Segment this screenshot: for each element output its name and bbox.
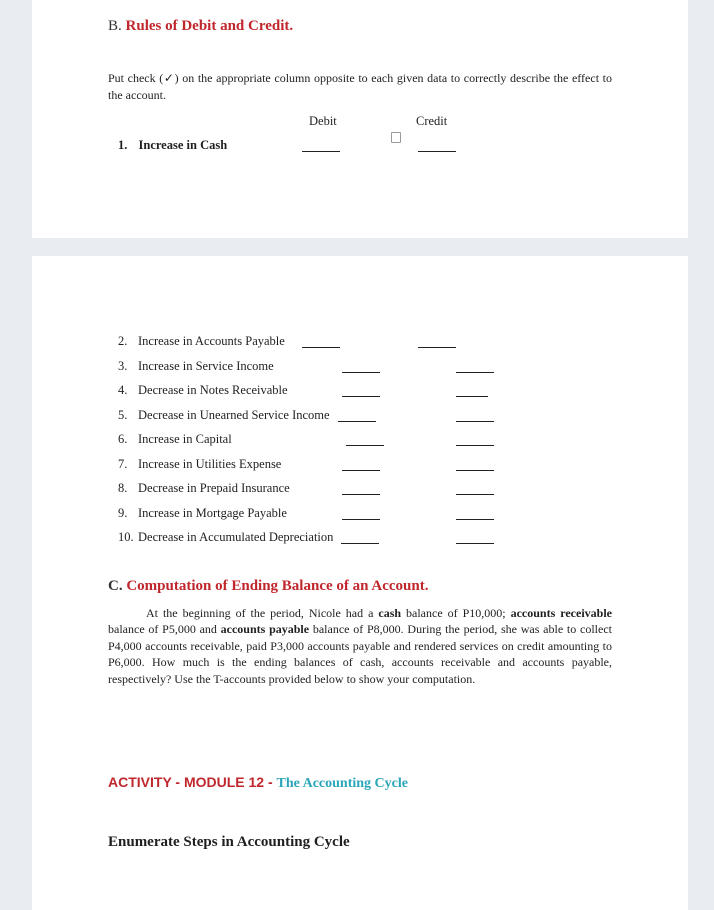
instruction-text: Put check (✓) on the appropriate column opposite to each given data to correctly describe the effect to the account. bbox=[108, 71, 612, 102]
section-b-title: Rules of Debit and Credit. bbox=[125, 18, 294, 34]
item-text: Decrease in Prepaid Insurance bbox=[138, 481, 290, 495]
credit-blank[interactable] bbox=[456, 519, 494, 520]
debit-blank[interactable] bbox=[341, 543, 379, 544]
document-page-2 bbox=[32, 256, 688, 910]
debit-blank[interactable] bbox=[346, 445, 384, 446]
credit-blank[interactable] bbox=[456, 421, 494, 422]
item-text: Increase in Mortgage Payable bbox=[138, 506, 287, 520]
paragraph-bold-cash: cash bbox=[378, 606, 402, 620]
section-c-title: Computation of Ending Balance of an Account. bbox=[126, 578, 429, 594]
item-1-number: 1. bbox=[118, 138, 128, 152]
item-1-credit-blank[interactable] bbox=[418, 151, 456, 152]
item-1-text: Increase in Cash bbox=[138, 138, 228, 152]
item-number: 10. bbox=[118, 530, 134, 544]
item-text: Increase in Accounts Payable bbox=[138, 334, 285, 348]
list-item bbox=[118, 530, 333, 545]
item-text: Increase in Utilities Expense bbox=[138, 457, 282, 471]
paragraph-text: balance of P5,000 and bbox=[108, 622, 221, 637]
debit-blank[interactable] bbox=[342, 372, 380, 373]
list-item bbox=[118, 408, 330, 423]
list-item bbox=[118, 506, 287, 521]
credit-blank[interactable] bbox=[456, 543, 494, 544]
paragraph-text: balance of P10,000; bbox=[401, 606, 511, 620]
list-item bbox=[118, 481, 290, 496]
checkbox-icon[interactable] bbox=[391, 132, 401, 143]
credit-blank[interactable] bbox=[456, 494, 494, 495]
item-number: 3. bbox=[118, 359, 128, 373]
enumerate-heading: Enumerate Steps in Accounting Cycle bbox=[108, 834, 350, 850]
credit-blank[interactable] bbox=[456, 445, 494, 446]
paragraph-text: At the beginning of the period, Nicole had a bbox=[146, 606, 379, 620]
item-text: Increase in Service Income bbox=[138, 359, 274, 373]
item-1-debit-blank[interactable] bbox=[302, 151, 340, 152]
item-number: 2. bbox=[118, 334, 128, 348]
credit-blank[interactable] bbox=[456, 470, 494, 471]
list-item bbox=[118, 359, 274, 374]
credit-blank[interactable] bbox=[418, 347, 456, 348]
debit-blank[interactable] bbox=[342, 470, 380, 471]
list-item bbox=[118, 432, 232, 447]
list-item bbox=[118, 457, 281, 472]
item-text: Decrease in Accumulated Depreciation bbox=[138, 530, 334, 544]
section-c-letter: C. bbox=[108, 578, 123, 594]
item-text: Increase in Capital bbox=[138, 432, 232, 446]
activity-label: ACTIVITY - MODULE 12 - bbox=[108, 774, 277, 790]
credit-blank[interactable] bbox=[456, 372, 494, 373]
problem-paragraph bbox=[108, 605, 612, 687]
item-text: Decrease in Unearned Service Income bbox=[138, 408, 330, 422]
debit-blank[interactable] bbox=[342, 519, 380, 520]
credit-column-header: Credit bbox=[416, 114, 448, 128]
debit-column-header: Debit bbox=[309, 114, 337, 128]
paragraph-bold-ar: accounts receivable bbox=[510, 606, 612, 620]
debit-blank[interactable] bbox=[338, 421, 376, 422]
debit-blank[interactable] bbox=[342, 396, 380, 397]
item-number: 6. bbox=[118, 432, 128, 446]
section-c-heading bbox=[108, 578, 428, 595]
document-page-1 bbox=[32, 0, 688, 238]
item-text: Decrease in Notes Receivable bbox=[138, 383, 288, 397]
item-number: 7. bbox=[118, 457, 128, 471]
paragraph-text: balance of P8,000. During the period, she was able to collect P4,000 accounts receivable, paid P3,000 accounts payable and rendered services on credit amounting to P6,000. How much is the ending balances of cash, accounts receivable and accounts payable, respectively? Use the T-accounts provided below to show your computation. bbox=[108, 622, 612, 686]
list-item bbox=[118, 334, 285, 349]
activity-subtitle: The Accounting Cycle bbox=[276, 776, 408, 791]
credit-blank[interactable] bbox=[456, 396, 488, 397]
paragraph-bold-ap: accounts payable bbox=[220, 622, 310, 637]
item-1 bbox=[118, 138, 227, 153]
item-number: 4. bbox=[118, 383, 128, 397]
item-number: 8. bbox=[118, 481, 128, 495]
debit-blank[interactable] bbox=[302, 347, 340, 348]
debit-blank[interactable] bbox=[342, 494, 380, 495]
activity-heading bbox=[108, 774, 408, 792]
item-number: 5. bbox=[118, 408, 128, 422]
section-b-letter: B. bbox=[108, 18, 122, 34]
list-item bbox=[118, 383, 288, 398]
item-number: 9. bbox=[118, 506, 128, 520]
section-b-heading bbox=[108, 18, 293, 35]
